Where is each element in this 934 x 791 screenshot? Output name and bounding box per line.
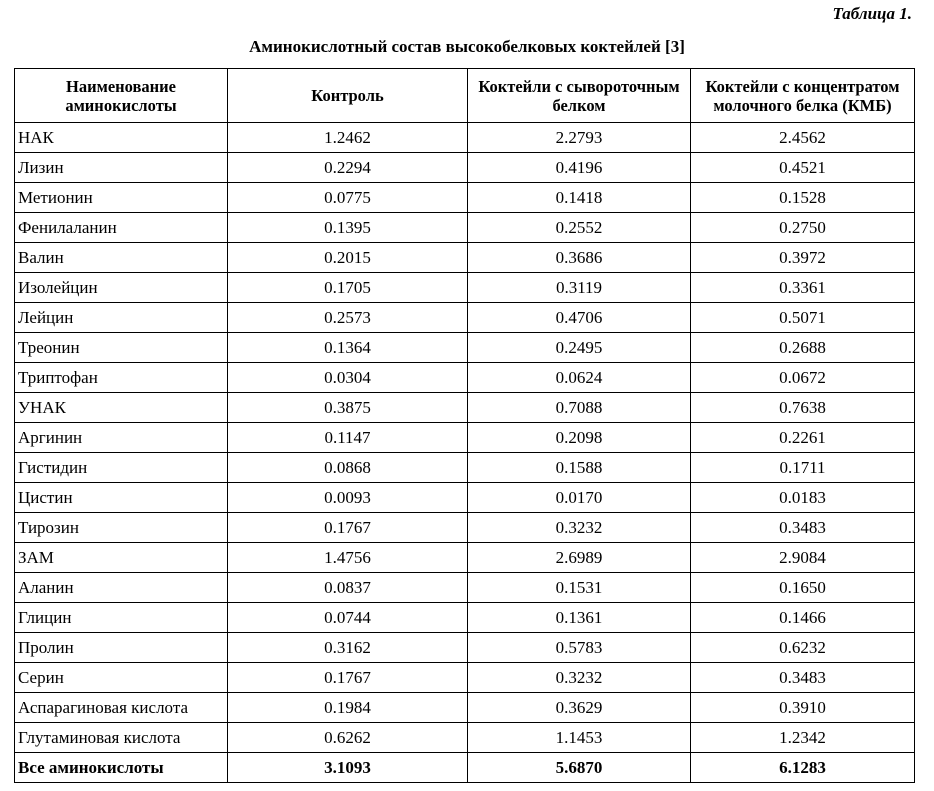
- whey-value-cell: 0.3686: [468, 243, 691, 273]
- amino-acid-table: [14, 68, 915, 783]
- table-row: [15, 153, 915, 183]
- control-value-cell: 0.1767: [228, 663, 468, 693]
- whey-value-cell: 0.4196: [468, 153, 691, 183]
- table-row: [15, 423, 915, 453]
- total-row: [15, 753, 915, 783]
- amino-acid-name-cell: Изолейцин: [15, 273, 228, 303]
- kmb-value-cell: 0.0672: [691, 363, 915, 393]
- header-row: [15, 69, 915, 123]
- kmb-value-cell: 0.1466: [691, 603, 915, 633]
- table-row: [15, 303, 915, 333]
- whey-value-cell: 0.2552: [468, 213, 691, 243]
- amino-acid-name-cell: ЗАМ: [15, 543, 228, 573]
- table-row: [15, 243, 915, 273]
- table-row: [15, 513, 915, 543]
- whey-value-cell: 0.2495: [468, 333, 691, 363]
- whey-value-cell: 0.1361: [468, 603, 691, 633]
- table-row: [15, 393, 915, 423]
- control-value-cell: 0.6262: [228, 723, 468, 753]
- amino-acid-name-cell: Аланин: [15, 573, 228, 603]
- control-value-cell: 0.2573: [228, 303, 468, 333]
- control-value-cell: 3.1093: [228, 753, 468, 783]
- kmb-value-cell: 0.1650: [691, 573, 915, 603]
- whey-value-cell: 5.6870: [468, 753, 691, 783]
- header-whey-protein: Коктейли с сывороточным белком: [468, 69, 691, 123]
- control-value-cell: 0.0744: [228, 603, 468, 633]
- header-milk-protein-concentrate: Коктейли с концентратом молочного белка (КМБ): [691, 69, 915, 123]
- kmb-value-cell: 6.1283: [691, 753, 915, 783]
- amino-acid-name-cell: Глутаминовая кислота: [15, 723, 228, 753]
- control-value-cell: 0.0775: [228, 183, 468, 213]
- table-row: [15, 483, 915, 513]
- kmb-value-cell: 0.2261: [691, 423, 915, 453]
- table-row: [15, 123, 915, 153]
- table-body: [15, 123, 915, 783]
- amino-acid-name-cell: Пролин: [15, 633, 228, 663]
- kmb-value-cell: 2.9084: [691, 543, 915, 573]
- control-value-cell: 0.1705: [228, 273, 468, 303]
- kmb-value-cell: 0.3910: [691, 693, 915, 723]
- control-value-cell: 0.2015: [228, 243, 468, 273]
- table-row: [15, 543, 915, 573]
- control-value-cell: 0.0093: [228, 483, 468, 513]
- header-control: Контроль: [228, 69, 468, 123]
- table-row: [15, 723, 915, 753]
- whey-value-cell: 0.3119: [468, 273, 691, 303]
- kmb-value-cell: 0.2688: [691, 333, 915, 363]
- table-row: [15, 273, 915, 303]
- amino-acid-name-cell: Лизин: [15, 153, 228, 183]
- kmb-value-cell: 0.5071: [691, 303, 915, 333]
- whey-value-cell: 0.3629: [468, 693, 691, 723]
- control-value-cell: 0.0837: [228, 573, 468, 603]
- whey-value-cell: 0.4706: [468, 303, 691, 333]
- amino-acid-name-cell: Гистидин: [15, 453, 228, 483]
- whey-value-cell: 0.7088: [468, 393, 691, 423]
- kmb-value-cell: 0.3361: [691, 273, 915, 303]
- amino-acid-name-cell: Триптофан: [15, 363, 228, 393]
- control-value-cell: 0.2294: [228, 153, 468, 183]
- amino-acid-name-cell: Треонин: [15, 333, 228, 363]
- whey-value-cell: 0.3232: [468, 663, 691, 693]
- amino-acid-name-cell: Метионин: [15, 183, 228, 213]
- kmb-value-cell: 2.4562: [691, 123, 915, 153]
- kmb-value-cell: 0.2750: [691, 213, 915, 243]
- control-value-cell: 0.1984: [228, 693, 468, 723]
- amino-acid-name-cell: Все аминокислоты: [15, 753, 228, 783]
- kmb-value-cell: 0.3483: [691, 663, 915, 693]
- kmb-value-cell: 0.4521: [691, 153, 915, 183]
- whey-value-cell: 2.6989: [468, 543, 691, 573]
- amino-acid-name-cell: Цистин: [15, 483, 228, 513]
- kmb-value-cell: 0.3483: [691, 513, 915, 543]
- kmb-value-cell: 0.3972: [691, 243, 915, 273]
- table-row: [15, 603, 915, 633]
- amino-acid-name-cell: Глицин: [15, 603, 228, 633]
- amino-acid-name-cell: УНАК: [15, 393, 228, 423]
- kmb-value-cell: 1.2342: [691, 723, 915, 753]
- control-value-cell: 1.2462: [228, 123, 468, 153]
- kmb-value-cell: 0.7638: [691, 393, 915, 423]
- control-value-cell: 0.3162: [228, 633, 468, 663]
- whey-value-cell: 0.5783: [468, 633, 691, 663]
- table-label: Таблица 1.: [832, 4, 912, 23]
- table-row: [15, 453, 915, 483]
- control-value-cell: 0.3875: [228, 393, 468, 423]
- amino-acid-name-cell: Фенилаланин: [15, 213, 228, 243]
- amino-acid-name-cell: Аспарагиновая кислота: [15, 693, 228, 723]
- table-row: [15, 663, 915, 693]
- whey-value-cell: 0.1418: [468, 183, 691, 213]
- table-row: [15, 573, 915, 603]
- control-value-cell: 0.0304: [228, 363, 468, 393]
- table-row: [15, 183, 915, 213]
- whey-value-cell: 2.2793: [468, 123, 691, 153]
- whey-value-cell: 0.2098: [468, 423, 691, 453]
- header-amino-acid-name: Наименование аминокислоты: [15, 69, 228, 123]
- table-row: [15, 363, 915, 393]
- amino-acid-name-cell: Тирозин: [15, 513, 228, 543]
- whey-value-cell: 0.1531: [468, 573, 691, 603]
- amino-acid-name-cell: НАК: [15, 123, 228, 153]
- whey-value-cell: 0.1588: [468, 453, 691, 483]
- amino-acid-name-cell: Аргинин: [15, 423, 228, 453]
- kmb-value-cell: 0.6232: [691, 633, 915, 663]
- control-value-cell: 0.0868: [228, 453, 468, 483]
- control-value-cell: 0.1395: [228, 213, 468, 243]
- kmb-value-cell: 0.1528: [691, 183, 915, 213]
- amino-acid-name-cell: Валин: [15, 243, 228, 273]
- whey-value-cell: 0.0624: [468, 363, 691, 393]
- control-value-cell: 0.1147: [228, 423, 468, 453]
- whey-value-cell: 1.1453: [468, 723, 691, 753]
- kmb-value-cell: 0.0183: [691, 483, 915, 513]
- control-value-cell: 0.1767: [228, 513, 468, 543]
- whey-value-cell: 0.0170: [468, 483, 691, 513]
- kmb-value-cell: 0.1711: [691, 453, 915, 483]
- control-value-cell: 0.1364: [228, 333, 468, 363]
- table-row: [15, 633, 915, 663]
- table-row: [15, 693, 915, 723]
- amino-acid-name-cell: Серин: [15, 663, 228, 693]
- table-row: [15, 333, 915, 363]
- amino-acid-name-cell: Лейцин: [15, 303, 228, 333]
- control-value-cell: 1.4756: [228, 543, 468, 573]
- whey-value-cell: 0.3232: [468, 513, 691, 543]
- table-title: Аминокислотный состав высокобелковых коктейлей [3]: [249, 37, 685, 56]
- table-row: [15, 213, 915, 243]
